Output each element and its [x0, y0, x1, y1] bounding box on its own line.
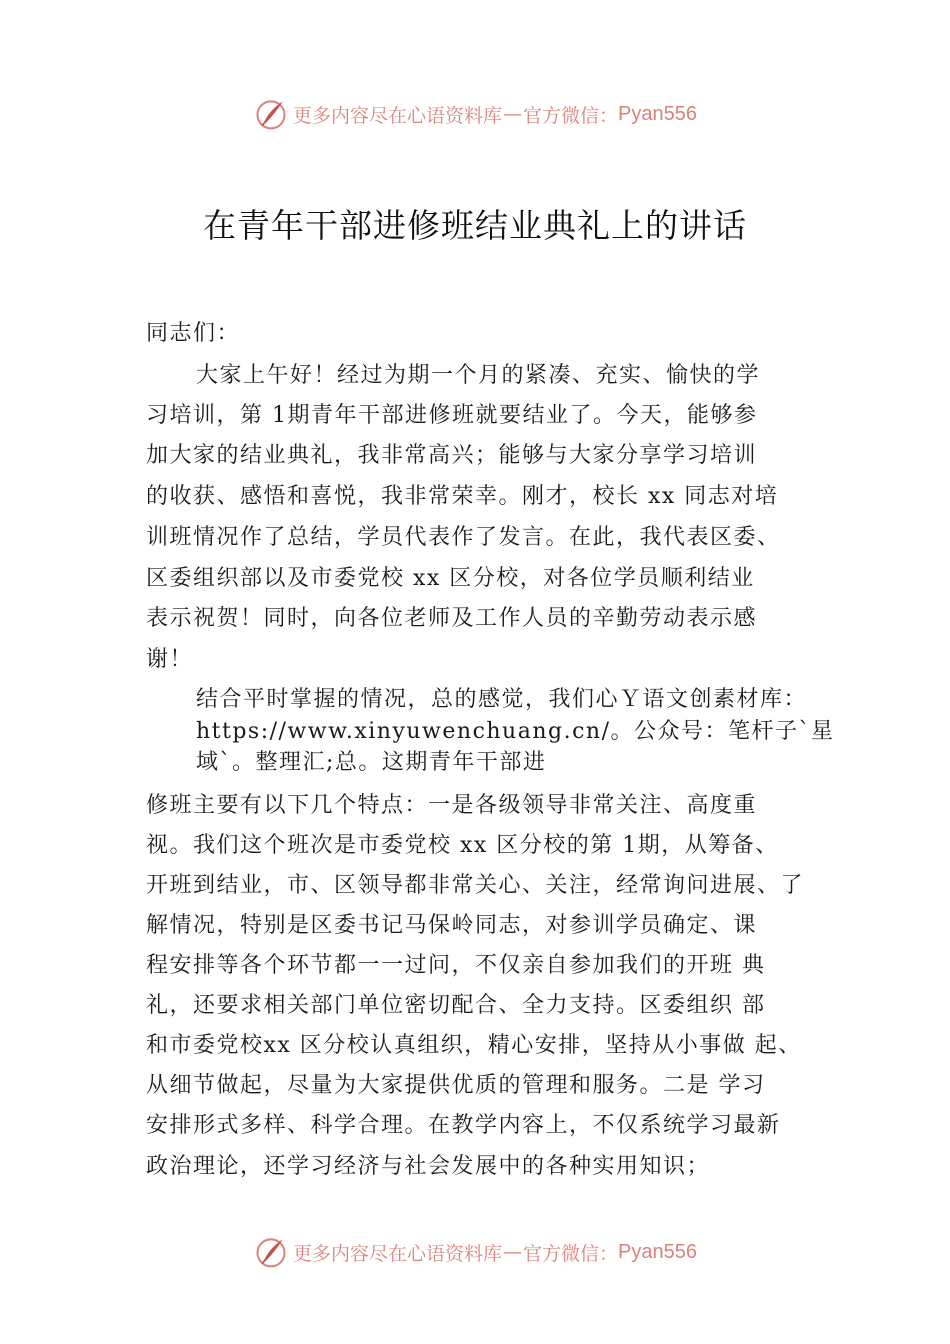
body-line: 开班到结业，市、区领导都非常关心、关注，经常询问进展、了	[146, 873, 805, 898]
watermark-wechat-id: Pyan556	[618, 1240, 697, 1263]
watermark-sep: —	[503, 103, 523, 125]
body-line: 解情况，特别是区委书记马保岭同志，对参训学员确定、课	[146, 913, 758, 938]
header-watermark	[0, 94, 950, 134]
body-line: 表示祝贺！同时，向各位老师及工作人员的辛勤劳动表示感	[146, 606, 758, 631]
watermark-wechat-id: Pyan556	[618, 102, 697, 125]
body-line: 的收获、感悟和喜悦，我非常荣幸。刚才，校长 xx 同志对培	[146, 484, 779, 509]
body-line: 加大家的结业典礼，我非常高兴；能够与大家分享学习培训	[146, 443, 758, 468]
body-line: 从细节做起，尽量为大家提供优质的管理和服务。二是 学习	[146, 1073, 766, 1098]
body-line: 安排形式多样、科学合理。在教学内容上，不仅系统学习最新	[146, 1113, 781, 1138]
body-line: 礼，还要求相关部门单位密切配合、全力支持。区委组织 部	[146, 993, 766, 1018]
body-line: 域`。整理汇;总。这期青年干部进	[196, 750, 547, 775]
body-line: 区委组织部以及市委党校 xx 区分校，对各位学员顺利结业	[146, 566, 755, 591]
watermark-text: 更多内容尽在心语资料库	[293, 104, 503, 127]
document-title: 在青年干部进修班结业典礼上的讲话	[203, 206, 747, 245]
watermark-text: 更多内容尽在心语资料库	[293, 1242, 503, 1265]
body-line: 视。我们这个班次是市委党校 xx 区分校的第 1期，从筹备、	[146, 833, 779, 858]
quill-logo-icon	[253, 96, 289, 132]
body-line: 谢！	[146, 647, 194, 672]
body-line: 习培训，第 1期青年干部进修班就要结业了。今天，能够参	[146, 403, 758, 428]
watermark-sep: —	[503, 1241, 523, 1263]
body-line: 程安排等各个环节都一一过问，不仅亲自参加我们的开班 典	[146, 953, 766, 978]
watermark-label: 官方微信：	[523, 1242, 619, 1265]
body-line: 结合平时掌握的情况，总的感觉，我们心Ｙ语文创素材库：	[196, 687, 808, 712]
watermark-label: 官方微信：	[523, 104, 619, 127]
body-line: 政治理论，还学习经济与社会发展中的各种实用知识；	[146, 1154, 711, 1179]
body-line: 大家上午好！经过为期一个月的紧凑、充实、愉快的学	[196, 363, 761, 388]
body-line: 训班情况作了总结，学员代表作了发言。在此，我代表区委、	[146, 525, 781, 550]
footer-watermark	[0, 1232, 950, 1272]
salutation: 同志们：	[146, 321, 241, 346]
body-line: 修班主要有以下几个特点：一是各级领导非常关注、高度重	[146, 793, 758, 818]
quill-logo-icon	[253, 1234, 289, 1270]
body-line: https://www.xinyuwenchuang.cn/。公众号：笔杆子`星	[196, 719, 835, 744]
body-line: 和市委党校xx 区分校认真组织，精心安排，坚持从小事做 起、	[146, 1033, 802, 1058]
